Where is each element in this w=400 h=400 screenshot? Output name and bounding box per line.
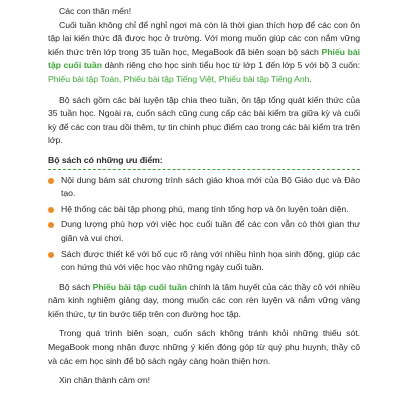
intro-end: .: [309, 73, 312, 84]
bullet-dot-icon: [48, 178, 54, 184]
closing-text-1: Bộ sách: [59, 281, 93, 292]
series-name-highlight: Phiếu bài tập cuối tuần: [48, 46, 360, 71]
advantage-item: [48, 203, 360, 217]
greeting: Các con thân mến!: [59, 6, 132, 16]
advantage-text: Sách được thiết kế với bố cục rõ ràng với nhiều hình họa sinh động, giúp các con hứng thú với việc học vào những ngày cuối tuần.: [61, 248, 360, 273]
closing-text-2: chính là tâm huyết của các thầy cô với nhiều năm kinh nghiệm giảng dạy, mong muốn các con rèn luyện và nắm vững vàng kiến thức, tự tin bước tiếp trên con đường học tập.: [48, 281, 361, 319]
heading-divider: [48, 169, 360, 170]
content-paragraph: Bộ sách gồm các bài luyện tập chia theo tuần, ôn tập tổng quát kiến thức của 35 tuần học. Ngoài ra, cuốn sách cũng cung cấp các bài kiểm tra giữa kỳ và cuối kỳ để các con trau dồi thêm, tự tin chinh phục điểm cao trong các bài kiểm tra trên lớp.: [48, 94, 360, 146]
advantage-text: Dung lượng phù hợp với việc học cuối tuần để các con vẫn có thời gian thư giãn và vui chơi.: [61, 219, 360, 243]
advantages-heading: Bộ sách có những ưu điểm:: [48, 154, 163, 165]
book-list-highlight: Phiếu bài tập Toán, Phiếu bài tập Tiếng Việt, Phiếu bài tập Tiếng Anh: [48, 73, 310, 84]
bullet-dot-icon: [48, 207, 54, 213]
bullet-dot-icon: [48, 252, 54, 258]
advantage-item: [48, 248, 360, 275]
closing-paragraph: [48, 281, 360, 322]
feedback-paragraph: Trong quá trình biên soạn, cuốn sách không tránh khỏi những thiếu sót. MegaBook mong nhận được những ý kiến đóng góp từ quý phụ huynh, thầy cô và các em học sinh để bộ sách ngày càng hoàn thiện hơn.: [48, 328, 360, 366]
bullet-dot-icon: [48, 222, 54, 228]
advantage-item: [48, 218, 360, 245]
intro-paragraph: [48, 19, 360, 87]
advantage-text: Hệ thống các bài tập phong phú, mang tính tổng hợp và ôn luyện toàn diện.: [61, 203, 349, 214]
series-name-highlight-2: Phiếu bài tập cuối tuần: [92, 281, 187, 292]
advantage-text: Nội dung bám sát chương trình sách giáo khoa mới của Bộ Giáo dục và Đào tạo.: [61, 174, 360, 199]
intro-text-2: dành riêng cho học sinh tiểu học từ lớp 1 đến lớp 5 với bộ 3 cuốn:: [101, 60, 360, 71]
intro-text-1: Cuối tuần không chỉ để nghỉ ngơi mà còn là thời gian thích hợp để các con ôn tập lại kiến thức đã được học ở trường. Với mong muốn giúp các con nắm vững kiến thức trên lớp trong 35 tuần học, MegaBook đã biên soạn bộ sách: [48, 19, 360, 57]
advantage-item: [48, 174, 360, 201]
advantages-list: [48, 174, 360, 275]
thanks-line: Xin chân thành cảm ơn!: [59, 375, 151, 386]
